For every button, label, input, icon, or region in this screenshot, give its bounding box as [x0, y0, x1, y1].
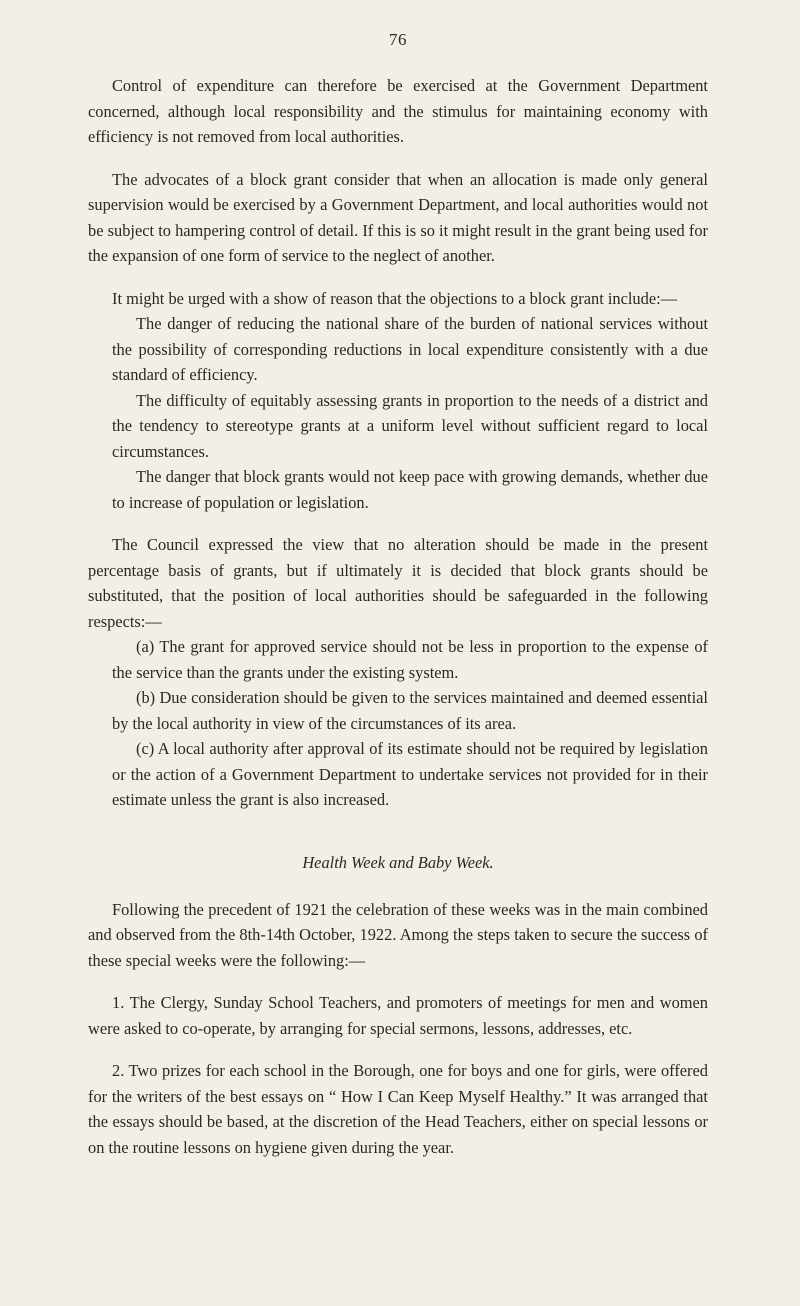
step-clergy: 1. The Clergy, Sunday School Teachers, and promoters of meetings for men and women were asked to co-operate, by arranging for special sermons, lessons, addresses, etc. [88, 993, 708, 1038]
paragraph-council-view: The Council expressed the view that no alteration should be made in the present percentage basis of grants, but if ultimately it is decided that block grants should be substituted, that the position of local authorities should be safeguarded in the following respects:— [88, 535, 708, 631]
safeguard-c: (c) A local authority after approval of its estimate should not be required by legislation or the action of a Government Department to undertake services not provided for in their estimate unless the grant is also increased. [112, 739, 708, 809]
step-prizes: 2. Two prizes for each school in the Borough, one for boys and one for girls, were offered for the writers of the best essays on “ How I Can Keep Myself Healthy.” It was arranged that the essays should be based, at the discretion of the Head Teachers, either on special lessons or on the routine lessons on hygiene given during the year. [88, 1061, 708, 1157]
paragraph-expenditure-control: Control of expenditure can therefore be exercised at the Government Department concerned, although local responsibility and the stimulus for maintaining economy with efficiency is not removed from local authorities. [88, 76, 708, 146]
paragraph-objections-intro: It might be urged with a show of reason that the objections to a block grant include:— [112, 288, 678, 308]
objection-growing-demands: The danger that block grants would not keep pace with growing demands, whether due to increase of population or legislation. [112, 467, 708, 512]
safeguard-b: (b) Due consideration should be given to the services maintained and deemed essential by the local authority in view of the circumstances of its area. [112, 688, 708, 733]
paragraph-block-grant-advocates: The advocates of a block grant consider that when an allocation is made only general supervision would be exercised by a Government Department, and local authorities would not be subject to hampering control of detail. If this is so it might result in the grant being used for the expansion of one form of service to the neglect of another. [88, 169, 708, 265]
safeguard-a: (a) The grant for approved service should not be less in proportion to the expense of the service than the grants under the existing system. [112, 637, 708, 682]
objection-national-share: The danger of reducing the national share of the burden of national services without the possibility of corresponding reductions in local expenditure consistently with a due standard of efficiency. [112, 314, 708, 384]
section-heading: Health Week and Baby Week. [302, 852, 494, 872]
objection-equitable-assessment: The difficulty of equitably assessing grants in proportion to the needs of a district and the tendency to stereotype grants at a uniform level without sufficient regard to local circumstances. [112, 390, 708, 461]
page-number: 76 [389, 30, 407, 49]
paragraph-health-week: Following the precedent of 1921 the celebration of these weeks was in the main combined and observed from the 8th-14th October, 1922. Among the steps taken to secure the success of these special weeks were the following:— [88, 899, 708, 970]
